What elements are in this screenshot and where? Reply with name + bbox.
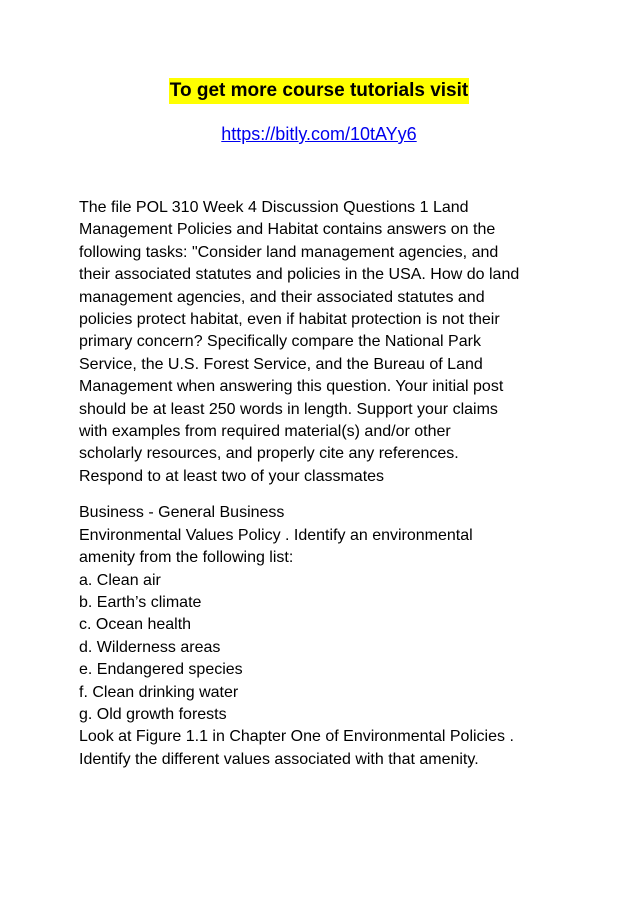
text-line: The file POL 310 Week 4 Discussion Questions 1 Land <box>79 199 469 216</box>
list-item: g. Old growth forests <box>79 705 227 723</box>
list-item: f. Clean drinking water <box>79 683 239 701</box>
text-line: should be at least 250 words in length. Support your claims <box>79 400 498 418</box>
text-line: Environmental Values Policy . Identify an environmental <box>79 526 473 544</box>
text-line: Look at Figure 1.1 in Chapter One of Environmental Policies . <box>79 728 514 746</box>
text-line: Identify the different values associated with that amenity. <box>79 750 479 768</box>
text-line: management agencies, and their associated statutes and <box>79 288 485 306</box>
list-item: b. Earth’s climate <box>79 593 202 611</box>
business-paragraph <box>79 502 579 771</box>
tutorial-link[interactable]: https://bitly.com/10tAYy6 <box>221 124 417 144</box>
text-line: primary concern? Specifically compare the National Park <box>79 333 481 351</box>
document-header <box>0 78 638 146</box>
page-title: To get more course tutorials visit <box>169 78 469 104</box>
list-item: c. Ocean health <box>79 616 192 634</box>
text-line: Management Policies and Habitat contains answers on the <box>79 221 496 239</box>
text-line: policies protect habitat, even if habitat protection is not their <box>79 311 500 329</box>
text-line: Service, the U.S. Forest Service, and the Bureau of Land <box>79 355 483 373</box>
list-item: d. Wilderness areas <box>79 638 221 656</box>
text-line: scholarly resources, and properly cite any references. <box>79 445 459 463</box>
text-line: Management when answering this question. Your initial post <box>79 378 504 396</box>
document-body <box>79 197 579 771</box>
text-line: following tasks: "Consider land management agencies, and <box>79 243 499 261</box>
discussion-paragraph <box>79 197 579 488</box>
text-line: with examples from required material(s) and/or other <box>79 423 451 441</box>
list-item: e. Endangered species <box>79 661 243 679</box>
list-item: a. Clean air <box>79 571 161 589</box>
paragraph-spacer <box>79 488 579 502</box>
text-line: Respond to at least two of your classmates <box>79 467 385 485</box>
text-line: amenity from the following list: <box>79 549 294 567</box>
text-line: Business - General Business <box>79 504 285 522</box>
text-line: their associated statutes and policies in the USA. How do land <box>79 266 520 284</box>
